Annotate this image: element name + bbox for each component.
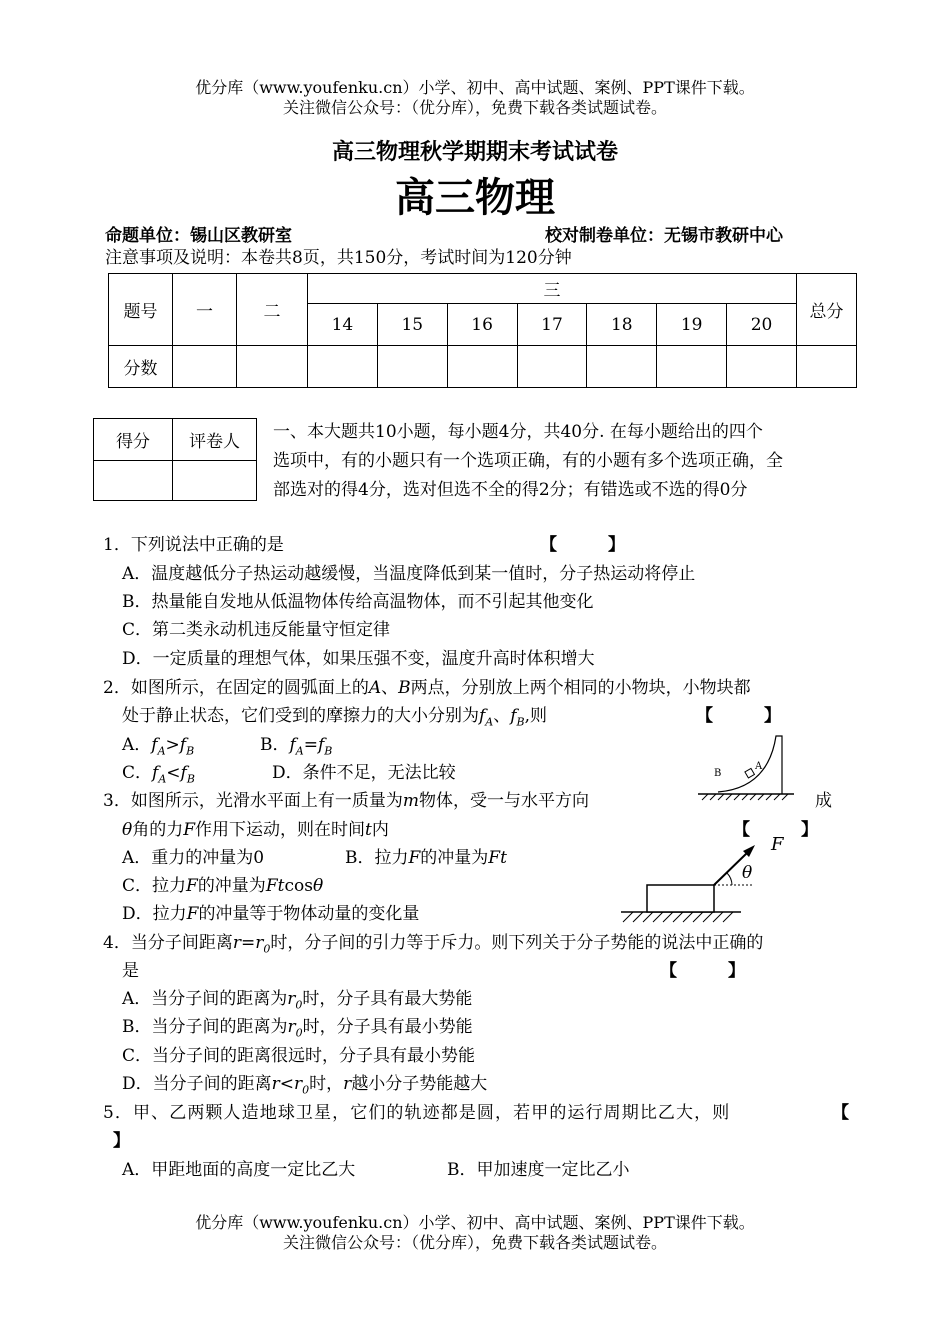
score-cell[interactable]	[657, 346, 727, 388]
sub-0: 0	[295, 1026, 303, 1040]
label: B．	[260, 735, 290, 755]
score-cell[interactable]	[308, 346, 378, 388]
q3-stem-line1	[103, 787, 589, 815]
q4-text: 4．当分子间距离	[103, 933, 233, 953]
q3-answer-bracket[interactable]: 【 】	[733, 820, 818, 840]
q3-text: 的冲量等于物体动量的变化量	[198, 904, 420, 924]
sub-b: B	[186, 772, 195, 786]
q2-text: 处于静止状态，它们受到的摩擦力的大小分别为	[122, 706, 479, 726]
header-part-two: 二	[237, 274, 308, 346]
var-f: f	[510, 706, 517, 726]
var-r: r	[343, 1074, 352, 1094]
label: C．	[122, 763, 153, 783]
q2-option-d: D．条件不足，无法比较	[272, 763, 456, 783]
q3-stem-line2	[122, 816, 389, 844]
score-cell[interactable]	[447, 346, 517, 388]
score-table	[108, 273, 857, 388]
sub-question: 14	[308, 304, 378, 346]
sub-b: B	[186, 744, 195, 758]
floor-hatch	[623, 912, 733, 922]
intro-line: 一、本大题共10小题，每小题4分，共40分. 在每小题给出的四个	[273, 422, 763, 442]
op: <	[279, 1074, 295, 1094]
q3-option-c	[122, 872, 323, 900]
grader-score-label: 得分	[94, 419, 173, 461]
q4-text: 时，分子具有最小势能	[302, 1017, 473, 1037]
op: >	[165, 735, 180, 755]
var-f: f	[179, 735, 187, 755]
q1-option-a: A．温度越低分子热运动越缓慢，当温度降低到某一值时，分子热运动将停止	[122, 564, 696, 584]
var-a: A	[368, 678, 382, 698]
var-f: F	[183, 820, 196, 840]
sub-0: 0	[295, 998, 303, 1012]
exam-notice: 注意事项及说明：本卷共8页，共150分，考试时间为120分钟	[105, 248, 572, 268]
var-r: r	[294, 1074, 303, 1094]
score-cell[interactable]	[797, 346, 857, 388]
q1-option-d: D．一定质量的理想气体，如果压强不变，温度升高时体积增大	[122, 649, 595, 669]
var-ft: Ft	[488, 848, 507, 868]
score-cell[interactable]	[377, 346, 447, 388]
var-f: F	[408, 848, 421, 868]
var-f: f	[151, 735, 158, 755]
label-a: A	[755, 761, 763, 772]
label: A．	[122, 735, 152, 755]
q3-text: 作用下运动，则在时间	[195, 820, 366, 840]
var-f: f	[180, 763, 187, 783]
q3-text: C．拉力	[122, 876, 187, 896]
var-m: m	[402, 791, 419, 811]
maker-unit: 命题单位：锡山区教研室	[105, 226, 292, 246]
q3-text: 物体，受一与水平方向	[418, 791, 589, 811]
var-r: r	[232, 933, 241, 953]
q2-text: 两点，分别放上两个相同的小物块，小物块都	[410, 678, 751, 698]
footer-line-1: 优分库（www.youfenku.cn）小学、初中、高中试题、案例、PPT课件下载。	[195, 1213, 755, 1232]
exam-title: 高三物理秋学期期末考试试卷	[331, 140, 618, 165]
sub-question: 19	[657, 304, 727, 346]
check-unit: 校对制卷单位：无锡市教研中心	[545, 226, 783, 246]
q4-text: D．当分子间的距离	[122, 1074, 272, 1094]
var-r: r	[255, 933, 264, 953]
sub-question: 17	[517, 304, 587, 346]
var-r: r	[287, 989, 296, 1009]
q3-option-b	[345, 844, 507, 872]
q3-text: 的冲量为	[197, 876, 266, 896]
q1-stem: 1．下列说法中正确的是	[103, 535, 284, 555]
q2-text: 2．如图所示，在固定的圆弧面上的	[103, 678, 369, 698]
score-cell[interactable]	[517, 346, 587, 388]
var-t: t	[365, 820, 372, 840]
q5-option-b: B．甲加速度一定比乙小	[447, 1160, 630, 1180]
force-block-figure	[615, 830, 784, 930]
q4-text: 越小分子势能越大	[351, 1074, 488, 1094]
sub-a: A	[295, 744, 304, 758]
grader-score-cell[interactable]	[94, 461, 173, 501]
intro-line: 选项中，有的小题只有一个选项正确，有的小题有多个选项正确，全	[273, 451, 783, 471]
var-f: f	[479, 706, 486, 726]
grader-name-cell[interactable]	[173, 461, 257, 501]
var-f: f	[318, 735, 325, 755]
var-f: F	[186, 904, 199, 924]
q2-stem-line1	[103, 674, 751, 702]
label-f: F	[771, 834, 784, 855]
header-part-three: 三	[308, 274, 797, 304]
q5-option-a: A．甲距地面的高度一定比乙大	[122, 1160, 356, 1180]
cos: cos	[284, 876, 313, 896]
score-cell[interactable]	[587, 346, 657, 388]
block	[647, 885, 714, 912]
var-b: B	[398, 678, 411, 698]
q4-option-c: C．当分子间的距离很远时，分子具有最小势能	[122, 1046, 476, 1066]
q1-answer-bracket[interactable]: 【 】	[540, 535, 625, 555]
header-question-number: 题号	[109, 274, 173, 346]
header-part-one: 一	[173, 274, 237, 346]
q2-answer-bracket[interactable]: 【 】	[696, 706, 781, 726]
arc-surface	[718, 736, 782, 794]
score-cell[interactable]	[237, 346, 308, 388]
block-a	[745, 768, 755, 778]
q4-answer-bracket[interactable]: 【 】	[660, 961, 745, 981]
intro-line: 部选对的得4分，选对但选不全的得2分；有错选或不选的得0分	[273, 480, 748, 500]
q3-text: 角的力	[132, 820, 184, 840]
var-ft: Ft	[265, 876, 285, 896]
q4-stem-line2: 是	[122, 961, 139, 981]
var-theta: θ	[312, 876, 324, 896]
q5-bracket-right[interactable]: 】	[113, 1131, 130, 1151]
q3-option-d	[122, 900, 419, 928]
footer-line-2: 关注微信公众号：（优分库），免费下载各类试题试卷。	[282, 1233, 667, 1252]
var-f: F	[186, 876, 198, 896]
sub-a: A	[157, 744, 166, 758]
q5-stem: 5．甲、乙两颗人造地球卫星，它们的轨迹都是圆，若甲的运行周期比乙大，则	[103, 1103, 731, 1123]
op: <	[166, 763, 181, 783]
row-label-score: 分数	[109, 346, 173, 388]
ground-hatch	[702, 794, 788, 800]
sub-0: 0	[263, 942, 271, 956]
angle-arc	[727, 873, 732, 885]
sub-a: A	[485, 715, 494, 729]
arc-surface-figure	[694, 730, 798, 802]
var-theta: θ	[122, 820, 133, 840]
score-cell[interactable]	[173, 346, 237, 388]
header-total: 总分	[797, 274, 857, 346]
header-line-1: 优分库（www.youfenku.cn）小学、初中、高中试题、案例、PPT课件下载。	[195, 78, 755, 97]
var-r: r	[287, 1017, 296, 1037]
separator: 、	[493, 706, 511, 726]
q5-bracket-left[interactable]: 【	[832, 1103, 849, 1123]
q4-text: 时，分子具有最大势能	[302, 989, 473, 1009]
grader-table	[93, 418, 257, 501]
header-line-2: 关注微信公众号：（优分库），免费下载各类试题试卷。	[282, 98, 667, 117]
sub-question: 18	[587, 304, 657, 346]
q4-text: A．当分子间的距离为	[122, 989, 288, 1009]
sub-b: B	[324, 744, 333, 758]
q4-text: 时，	[309, 1074, 344, 1094]
op: =	[240, 933, 256, 953]
var-f: f	[289, 735, 296, 755]
sub-0: 0	[302, 1083, 310, 1097]
sub-a: A	[158, 772, 167, 786]
sub-question: 20	[727, 304, 797, 346]
var-r: r	[271, 1074, 280, 1094]
sub-question: 16	[447, 304, 517, 346]
q3-option-a: A．重力的冲量为0	[122, 848, 265, 868]
label-theta: θ	[742, 863, 753, 883]
q2-text: ,则	[524, 706, 548, 726]
label-b: B	[714, 768, 722, 779]
q1-option-c: C．第二类永动机违反能量守恒定律	[122, 620, 391, 640]
q4-text: B．当分子间的距离为	[122, 1017, 288, 1037]
var-f: f	[152, 763, 159, 783]
q3-text: D．拉力	[122, 904, 187, 924]
q3-text: 的冲量为	[420, 848, 489, 868]
score-cell[interactable]	[727, 346, 797, 388]
q3-text: B．拉力	[345, 848, 409, 868]
q1-option-b: B．热量能自发地从低温物体传给高温物体，而不引起其他变化	[122, 592, 594, 612]
op: =	[303, 735, 318, 755]
q3-stem-continue: 成	[815, 791, 832, 811]
sub-b: B	[516, 715, 525, 729]
subject-title: 高三物理	[395, 175, 555, 221]
separator: 、	[381, 678, 399, 698]
q4-text: 时，分子间的引力等于斥力。则下列关于分子势能的说法中正确的	[270, 933, 764, 953]
grader-name-label: 评卷人	[173, 419, 257, 461]
q3-text: 内	[371, 820, 389, 840]
sub-question: 15	[377, 304, 447, 346]
q3-text: 3．如图所示，光滑水平面上有一质量为	[103, 791, 403, 811]
section-one-intro	[273, 418, 853, 505]
